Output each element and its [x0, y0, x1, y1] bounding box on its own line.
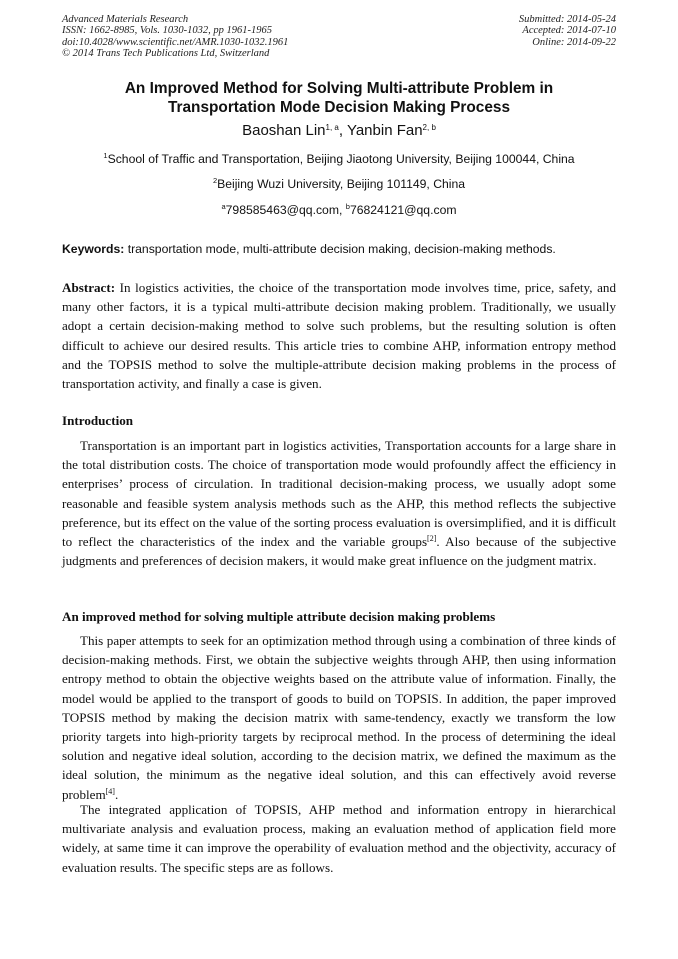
keywords-label: Keywords:	[62, 242, 125, 256]
introduction-paragraph	[62, 436, 616, 570]
author-1: Baoshan Lin	[242, 122, 326, 139]
journal-issn: ISSN: 1662-8985, Vols. 1030-1032, pp 1961-1965	[62, 25, 272, 37]
author-2: Yanbin Fan	[346, 122, 423, 139]
affiliation-2-sup: 2	[212, 176, 218, 185]
section-2-paragraph-2: The integrated application of TOPSIS, AHP method and information entropy in hierarchical multivariate analysis and evaluation process, making an evaluation method of application field more widely, at same time it can improve the operability of evaluation method and the objectivity, accuracy of evaluation results. The specific steps are as follows.	[62, 802, 616, 875]
author-list	[62, 122, 616, 140]
introduction-text-1: Transportation is an important part in logistics activities, Transportation accounts for a large share in the total distribution costs. The choice of transportation mode would profoundly affect the efficiency in enterprises’ process of circulation. In traditional decision-making process, we usually adopt some reasonable and feasible system analysis methods such as the AHP, this method reflects the subjective preference, but its effect on the value of the sorting process evaluation is oversimplified, and it is difficult to reflect the characteristics of the index and the variable groups	[62, 438, 616, 550]
keywords	[62, 242, 616, 257]
affiliation-2-text: Beijing Wuzi University, Beijing 101149, China	[217, 177, 466, 191]
publication-dates	[519, 14, 616, 48]
affiliation-1-sup: 1	[103, 151, 108, 160]
journal-copyright: © 2014 Trans Tech Publications Ltd, Switzerland	[62, 47, 270, 59]
abstract-text: In logistics activities, the choice of the transportation mode involves time, price, safety, and many other factors, it is a typical multi-attribute decision making problem. Traditionally, we usually adopt a certain decision-making method to solve such problems, but the resulting solution is often difficult to achieve our desired results. This article tries to combine AHP, information entropy method and the TOPSIS method to solve the multiple-attribute decision making problems in the process of transportation activity, and finally a case is given.	[62, 280, 616, 392]
keywords-text: transportation mode, multi-attribute decision making, decision-making methods.	[124, 242, 556, 256]
author-separator: ,	[338, 122, 347, 139]
email-b-sup: b	[345, 202, 350, 211]
abstract-label: Abstract:	[62, 280, 116, 295]
online-date: Online: 2014-09-22	[532, 36, 616, 48]
citation-2: [2]	[427, 534, 437, 544]
section-2-heading: An improved method for solving multiple attribute decision making problems	[62, 609, 496, 624]
affiliation-1-text: School of Traffic and Transportation, Beijing Jiaotong University, Beijing 100044, China	[107, 152, 575, 166]
journal-name: Advanced Materials Research	[62, 14, 189, 25]
author-1-sup: 1, a	[325, 123, 339, 132]
section-2-paragraph-1	[62, 631, 616, 804]
author-2-sup: 2, b	[422, 123, 436, 132]
introduction-text-2: . Also because of the subjective judgments and preferences of decision makers, it would make great influence on the judgment matrix.	[62, 534, 617, 569]
email-a-sup: a	[221, 202, 226, 211]
section-2-paragraph-1-text: This paper attempts to seek for an optimization method through using a combination of three kinds of decision-making methods. First, we obtain the subjective weights through AHP, then using information entropy method to obtain the objective weights based on the attribute value of information. Finally, the model would be applied to the transport of goods to build on TOPSIS. In addition, the paper improved TOPSIS method by making the decision matrix with same-tendency, exactly we transform the low priority targets into high-priority targets by reciprocal method. In the process of determining the ideal solution and negative ideal solution, according to the decision matrix, we defined the maximum as the ideal solution, the minimum as the negative ideal solution, and this can effectively avoid reverse problem	[62, 633, 616, 802]
email-a: 798585463@qq.com	[225, 203, 339, 217]
journal-doi: doi:10.4028/www.scientific.net/AMR.1030-1032.1961	[62, 36, 289, 48]
citation-4: [4]	[105, 786, 115, 796]
abstract	[62, 278, 616, 393]
email-b: 76824121@qq.com	[349, 203, 457, 217]
affiliation-1	[62, 152, 616, 167]
section-2-paragraph-1-end: .	[114, 786, 119, 802]
introduction-heading: Introduction	[62, 413, 134, 428]
submitted-date: Submitted: 2014-05-24	[518, 14, 616, 25]
paper-title	[62, 80, 616, 117]
journal-info	[62, 14, 288, 59]
author-emails	[62, 203, 616, 218]
title-line-2: Transportation Mode Decision Making Process	[167, 98, 511, 116]
affiliation-2	[62, 177, 616, 192]
title-line-1: An Improved Method for Solving Multi-attribute Problem in	[124, 80, 554, 97]
email-separator: ,	[338, 203, 346, 217]
accepted-date: Accepted: 2014-07-10	[522, 25, 616, 37]
